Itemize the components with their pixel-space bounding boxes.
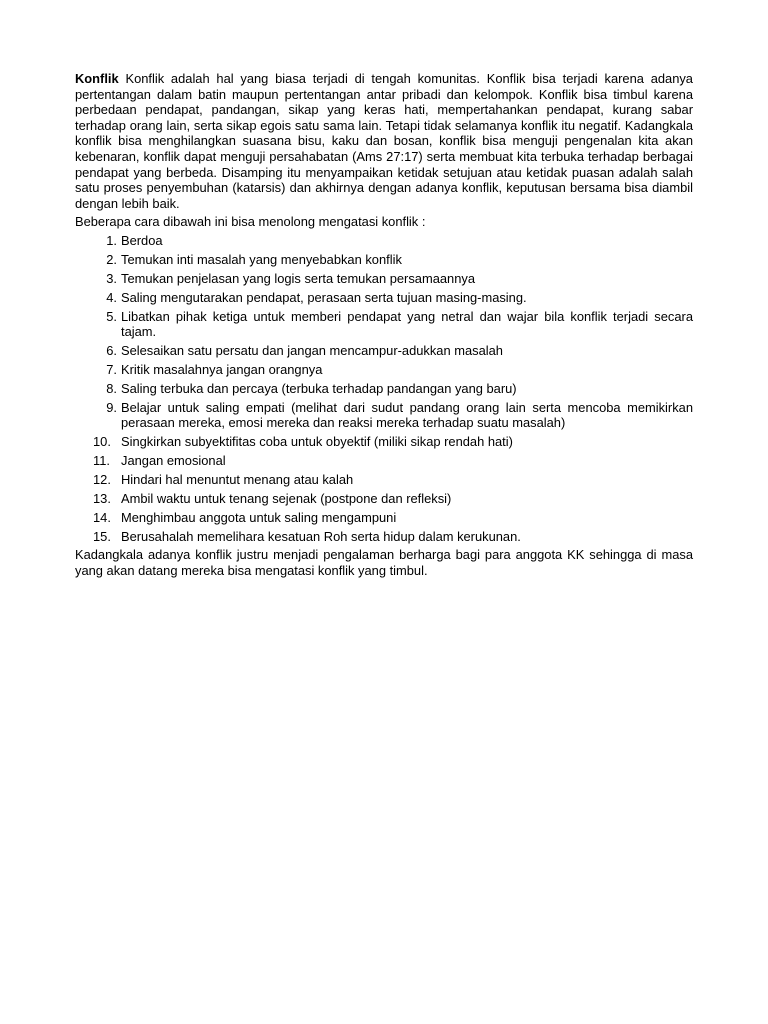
list-item-number: 4.	[106, 289, 117, 305]
list-item-text: Saling terbuka dan percaya (terbuka terhadap pandangan yang baru)	[121, 380, 517, 396]
list-item	[75, 271, 693, 287]
paragraph-body: Konflik adalah hal yang biasa terjadi di tengah komunitas. Konflik bisa terjadi karena adanya pertentangan dalam batin maupun pertentangan antar pribadi dan kelompok. Konflik bisa timbul karena perbedaan pendapat, pandangan, sikap yang keras hati, mempertahankan pendapat, kurang sabar terhadap orang lain, serta sikap egois satu sama lain. Tetapi tidak selamanya konflik itu negatif. Kadangkala konflik bisa menghilangkan suasana bisu, kaku dan bosan, konflik bisa menguji pengenalan kita akan kebenaran, konflik dapat menguji persahabatan (Ams 27:17) serta membuat kita terbuka terhadap berbagai pendapat yang berbeda. Disamping itu menyampaikan ketidak setujuan atau ketidak puasan adalah salah satu proses penyembuhan (katarsis) dan akhirnya dengan adanya konflik, keputusan bersama bisa diambil dengan lebih baik.	[75, 71, 693, 211]
list-item	[75, 233, 693, 249]
list-item-number: 2.	[106, 251, 117, 267]
list-item	[75, 290, 693, 306]
list-item-number: 14.	[93, 509, 111, 525]
list-item-text: Menghimbau anggota untuk saling mengampuni	[121, 509, 397, 525]
list-item-text: Belajar untuk saling empati (melihat dari sudut pandang orang lain serta mencoba memikirkan perasaan mereka, emosi mereka dan reaksi mereka terhadap suatu masalah)	[121, 399, 693, 431]
closing-paragraph: Kadangkala adanya konflik justru menjadi pengalaman berharga bagi para anggota KK sehingga di masa yang akan datang mereka bisa mengatasi konflik yang timbul.	[75, 547, 693, 579]
list-item-text: Libatkan pihak ketiga untuk memberi pendapat yang netral dan wajar bila konflik terjadi secara tajam.	[121, 308, 693, 340]
list-item	[75, 453, 693, 469]
list-item-text: Kritik masalahnya jangan orangnya	[121, 361, 323, 377]
list-item	[75, 434, 693, 450]
list-item-number: 6.	[106, 342, 117, 358]
list-item	[75, 472, 693, 488]
list-item	[75, 381, 693, 397]
list-item-text: Berdoa	[121, 232, 163, 248]
list-item-number: 10.	[93, 434, 111, 450]
list-item-text: Selesaikan satu persatu dan jangan mencampur-adukkan masalah	[121, 342, 503, 358]
list-intro: Beberapa cara dibawah ini bisa menolong mengatasi konflik :	[75, 214, 426, 230]
list-item-text: Temukan penjelasan yang logis serta temukan persamaannya	[121, 270, 475, 286]
list-item	[75, 309, 693, 340]
list-item-text: Saling mengutarakan pendapat, perasaan serta tujuan masing-masing.	[121, 289, 527, 305]
list-item	[75, 491, 693, 507]
list-item-number: 1.	[106, 232, 117, 248]
list-item-number: 11.	[93, 453, 110, 469]
list-item-text: Temukan inti masalah yang menyebabkan konflik	[121, 251, 402, 267]
list-item-number: 15.	[93, 528, 111, 544]
intro-paragraph	[75, 71, 693, 211]
list-item-text: Berusahalah memelihara kesatuan Roh serta hidup dalam kerukunan.	[121, 528, 521, 544]
list-item-number: 13.	[93, 490, 111, 506]
term-heading: Konflik	[75, 71, 119, 86]
list-item-number: 5.	[106, 308, 117, 324]
list-item	[75, 400, 693, 431]
list-item-text: Singkirkan subyektifitas coba untuk obyektif (miliki sikap rendah hati)	[121, 434, 513, 450]
list-item-number: 7.	[106, 361, 117, 377]
list-item-number: 8.	[106, 380, 117, 396]
list-item	[75, 510, 693, 526]
list-item-text: Jangan emosional	[121, 453, 226, 469]
list-item-text: Ambil waktu untuk tenang sejenak (postpone dan refleksi)	[121, 490, 452, 506]
steps-list	[75, 233, 693, 544]
list-item	[75, 529, 693, 545]
list-item-number: 12.	[93, 471, 111, 487]
list-item	[75, 252, 693, 268]
list-item	[75, 362, 693, 378]
list-item-text: Hindari hal menuntut menang atau kalah	[121, 471, 354, 487]
list-item-number: 9.	[106, 399, 117, 415]
list-item-number: 3.	[106, 270, 117, 286]
list-item	[75, 343, 693, 359]
